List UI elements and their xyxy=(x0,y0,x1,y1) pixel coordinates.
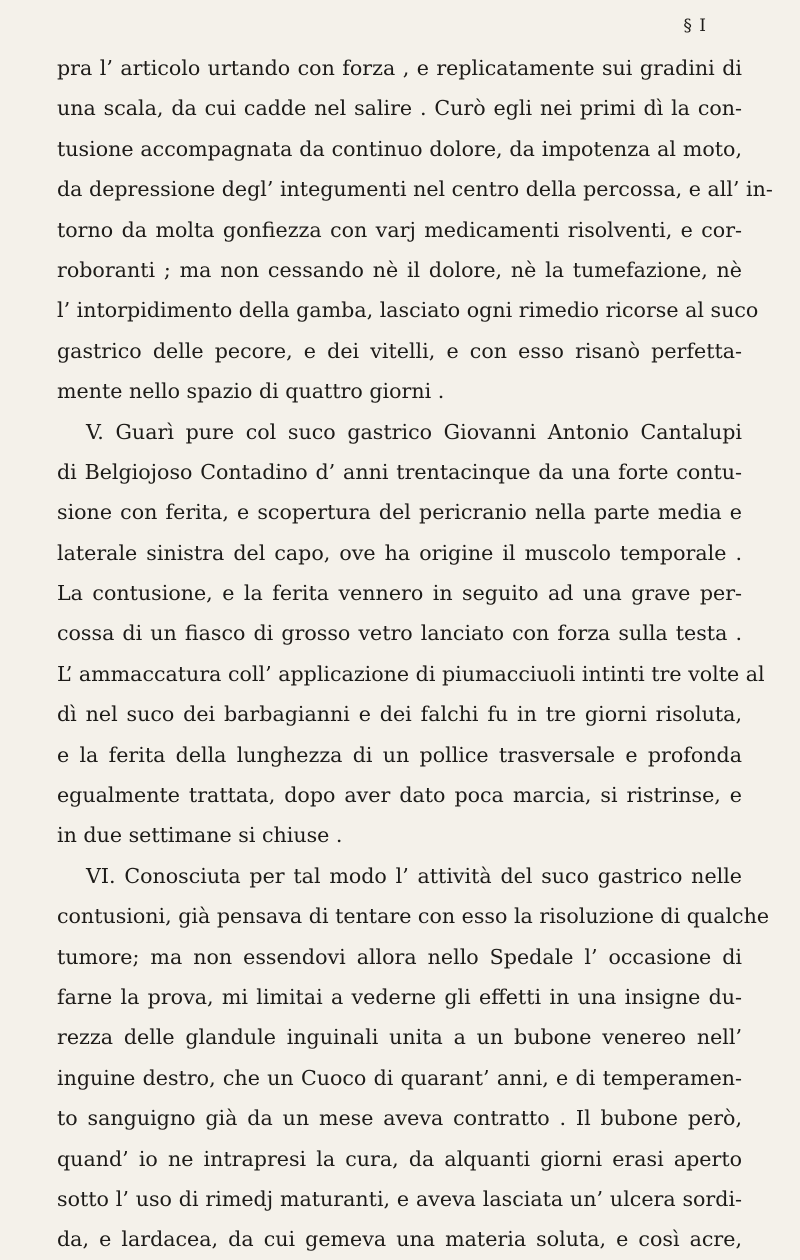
text-line: da depressione degl’ integumenti nel centro della percossa, e all’ in- xyxy=(57,177,773,202)
body-text xyxy=(57,48,773,1260)
text-line: quand’ io ne intrapresi la cura, da alquanti giorni erasi aperto xyxy=(57,1146,742,1171)
text-line: laterale sinistra del capo, ove ha origine il muscolo temporale . xyxy=(57,540,742,565)
text-line: egualmente trattata, dopo aver dato poca marcia, si ristrinse, e xyxy=(57,783,742,808)
text-line: e la ferita della lunghezza di un pollice trasversale e profonda xyxy=(57,742,742,767)
text-line: contusioni, già pensava di tentare con esso la risoluzione di qualche xyxy=(57,904,770,929)
text-line: roboranti ; ma non cessando nè il dolore, nè la tumefazione, nè xyxy=(57,257,742,282)
text-line: in due settimane si chiuse . xyxy=(57,823,343,848)
text-line: inguine destro, che un Cuoco di quarant’ anni, e di temperamen- xyxy=(57,1065,742,1090)
text-line: di Belgiojoso Contadino d’ anni trentacinque da una forte contu- xyxy=(57,459,742,484)
text-line: una scala, da cui cadde nel salire . Curò egli nei primi dì la con- xyxy=(57,96,742,121)
text-line: sione con ferita, e scopertura del pericranio nella parte media e xyxy=(57,500,742,525)
text-line: gastrico delle pecore, e dei vitelli, e con esso risanò perfetta- xyxy=(57,338,742,363)
text-line: La contusione, e la ferita vennero in seguito ad una grave per- xyxy=(57,581,742,606)
text-line: l’ intorpidimento della gamba, lasciato ogni rimedio ricorse al suco xyxy=(57,298,759,323)
paragraph-vi-start: VI. Conosciuta per tal modo l’ attività del suco gastrico nelle xyxy=(86,863,742,888)
text-line: pra l’ articolo urtando con forza , e replicatamente sui gradini di xyxy=(57,56,742,80)
page-number: § I xyxy=(683,16,707,36)
text-line: da, e lardacea, da cui gemeva una materia soluta, e così acre, xyxy=(57,1227,742,1252)
text-line: rezza delle glandule inguinali unita a un bubone venereo nell’ xyxy=(57,1025,742,1050)
text-line: farne la prova, mi limitai a vederne gli effetti in una insigne du- xyxy=(57,984,742,1009)
text-line: sotto l’ uso di rimedj maturanti, e aveva lasciata un’ ulcera sordi- xyxy=(57,1186,742,1211)
text-line: to sanguigno già da un mese aveva contratto . Il bubone però, xyxy=(57,1106,742,1131)
text-line: tusione accompagnata da continuo dolore, da impotenza al moto, xyxy=(57,136,742,161)
text-line: mente nello spazio di quattro giorni . xyxy=(57,379,445,404)
text-line: L’ ammaccatura coll’ applicazione di piumacciuoli intinti tre volte al xyxy=(57,661,765,686)
text-line: torno da molta gonfiezza con varj medicamenti risolventi, e cor- xyxy=(57,217,742,242)
paragraph-v-start: V. Guarì pure col suco gastrico Giovanni Antonio Cantalupi xyxy=(86,419,742,444)
text-line: tumore; ma non essendovi allora nello Spedale l’ occasione di xyxy=(57,944,742,969)
text-line: dì nel suco dei barbagianni e dei falchi fu in tre giorni risoluta, xyxy=(57,702,742,727)
text-line: cossa di un fiasco di grosso vetro lanciato con forza sulla testa . xyxy=(57,621,742,646)
